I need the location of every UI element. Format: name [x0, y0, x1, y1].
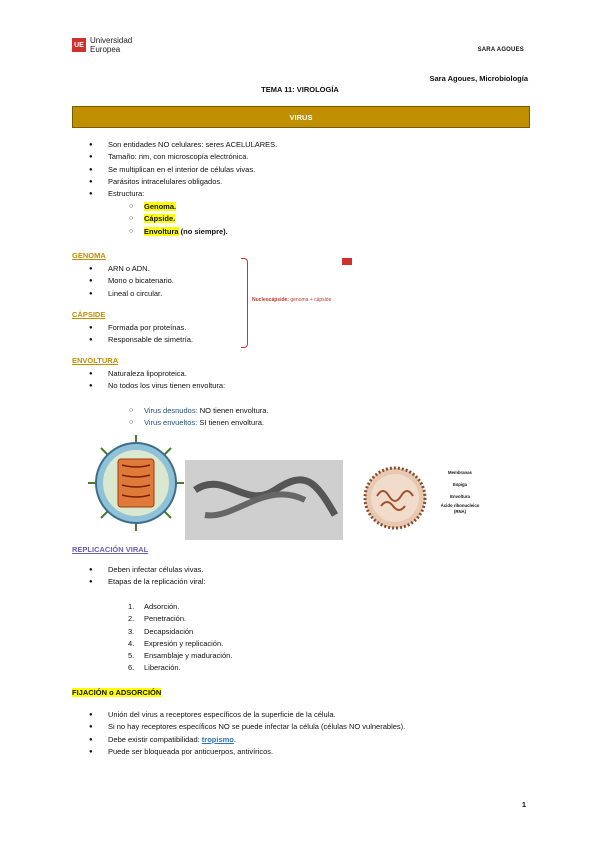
- step-text: Adsorción.: [144, 602, 180, 611]
- nucleo-label: Nucleocápside:: [252, 297, 289, 303]
- topic-title: TEMA 11: VIROLOGÍA: [261, 85, 339, 94]
- fijacion-heading: FIJACIÓN o ADSORCIÓN: [72, 688, 162, 697]
- list-item: [72, 417, 269, 429]
- plain-text: NO tienen envoltura.: [197, 406, 269, 415]
- capside-list: [72, 322, 193, 347]
- list-item: 5. Ensamblaje y maduración.: [128, 651, 233, 661]
- nucleo-detail: genoma + cápside: [288, 297, 332, 303]
- list-item: [72, 405, 269, 417]
- list-item: ● Mono o bicatenario.: [72, 275, 174, 287]
- university-logo: [72, 36, 132, 54]
- list-item: 4. Expresión y replicación.: [128, 638, 224, 648]
- highlight-text: Envoltura: [144, 226, 179, 236]
- list-item: ● Naturaleza lipoproteica.: [72, 368, 225, 380]
- list-item: ● Estructura:: [72, 188, 277, 200]
- step-text: Penetración.: [144, 614, 187, 624]
- step-text: Liberación.: [144, 663, 181, 673]
- replicacion-list: [72, 564, 206, 589]
- plain-text: Debe existir compatibilidad:: [108, 734, 202, 744]
- list-item: 2. Penetración.: [128, 614, 187, 624]
- list-item: ● Se multiplican en el interior de células vivas.: [72, 164, 277, 176]
- genoma-heading: GENOMA: [72, 251, 106, 260]
- section-banner: VIRUS: [72, 106, 530, 128]
- logo-mark-icon: UE: [72, 38, 86, 52]
- logo-line-1: Universidad: [90, 36, 133, 45]
- logo-text: [90, 36, 132, 54]
- list-item: ● Puede ser bloqueada por anticuerpos, antivíricos.: [72, 746, 405, 758]
- list-item: ● Deben infectar células vivas.: [72, 564, 206, 576]
- highlight-text: Genoma.: [144, 202, 177, 211]
- step-text: Decapsidación: [144, 626, 194, 636]
- list-item: ● Si no hay receptores específicos NO se puede infectar la célula (células NO vulnerables).: [72, 721, 405, 733]
- author-line: Sara Agoues, Microbiología: [429, 74, 528, 83]
- list-item: ● Formada por proteínas.: [72, 322, 193, 334]
- logo-line-2: Europea: [90, 45, 121, 54]
- label-envoltura: Envoltura: [450, 494, 470, 499]
- replicacion-heading: REPLICACIÓN VIRAL: [72, 545, 149, 554]
- list-item: ● Unión del virus a receptores específicos de la superficie de la célula.: [72, 709, 405, 721]
- nucleocapside-bracket: [241, 258, 248, 348]
- structure-list: [72, 201, 228, 238]
- mini-logo-icon: [342, 258, 352, 265]
- label-acido: Ácido ribonucleico: [440, 503, 480, 508]
- list-item: 6. Liberación.: [128, 663, 181, 673]
- intro-list: [72, 139, 277, 200]
- term: Virus envueltos:: [144, 418, 198, 428]
- header-author-short: SARA AGOUES: [477, 47, 524, 53]
- replication-steps: [72, 601, 232, 675]
- filovirus-micrograph: [185, 460, 343, 540]
- genoma-list: [72, 263, 174, 300]
- label-espiga: Espiga: [452, 482, 468, 487]
- virus-structure-diagram: [86, 433, 186, 533]
- list-item: [72, 734, 405, 746]
- list-item: ● No todos los virus tienen envoltura:: [72, 380, 225, 392]
- step-text: Expresión y replicación.: [144, 638, 224, 648]
- list-item: 3. Decapsidación: [128, 626, 194, 636]
- step-text: Ensamblaje y maduración.: [144, 651, 233, 661]
- list-item: ● Parásitos intracelulares obligados.: [72, 176, 277, 188]
- list-item: ● Etapas de la replicación viral:: [72, 576, 206, 588]
- list-item: ● Son entidades NO celulares: seres ACELULARES.: [72, 139, 277, 151]
- list-item: ● ARN o ADN.: [72, 263, 174, 275]
- list-item: ● Lineal o circular.: [72, 288, 174, 300]
- list-item: 1. Adsorción.: [128, 602, 180, 611]
- nucleocapside-note: [252, 297, 331, 303]
- plain-text: SI tienen envoltura.: [197, 418, 264, 428]
- fijacion-list: [72, 709, 405, 758]
- envoltura-list: [72, 368, 225, 393]
- capside-heading: CÁPSIDE: [72, 310, 106, 319]
- enveloped-virus-diagram: [355, 458, 435, 538]
- list-item: [72, 201, 228, 213]
- term: Virus desnudos:: [144, 406, 198, 415]
- label-membranas: Membranas: [448, 470, 472, 475]
- list-item: [72, 213, 228, 225]
- list-item: ● Tamaño: nm, con microscopía electrónica.: [72, 151, 277, 163]
- envoltura-sub-list: [72, 405, 269, 430]
- highlight-text: Cápside.: [144, 214, 176, 224]
- list-item: ● Responsable de simetría.: [72, 334, 193, 346]
- plain-text: (no siempre).: [178, 226, 228, 236]
- envoltura-heading: ENVOLTURA: [72, 356, 119, 365]
- tropismo-link[interactable]: tropismo: [201, 734, 234, 744]
- page-number: 1: [521, 800, 526, 809]
- diagram-labels: [424, 467, 496, 515]
- list-item: [72, 226, 228, 238]
- plain-text: .: [233, 734, 236, 744]
- label-rna: (RNA): [453, 509, 467, 514]
